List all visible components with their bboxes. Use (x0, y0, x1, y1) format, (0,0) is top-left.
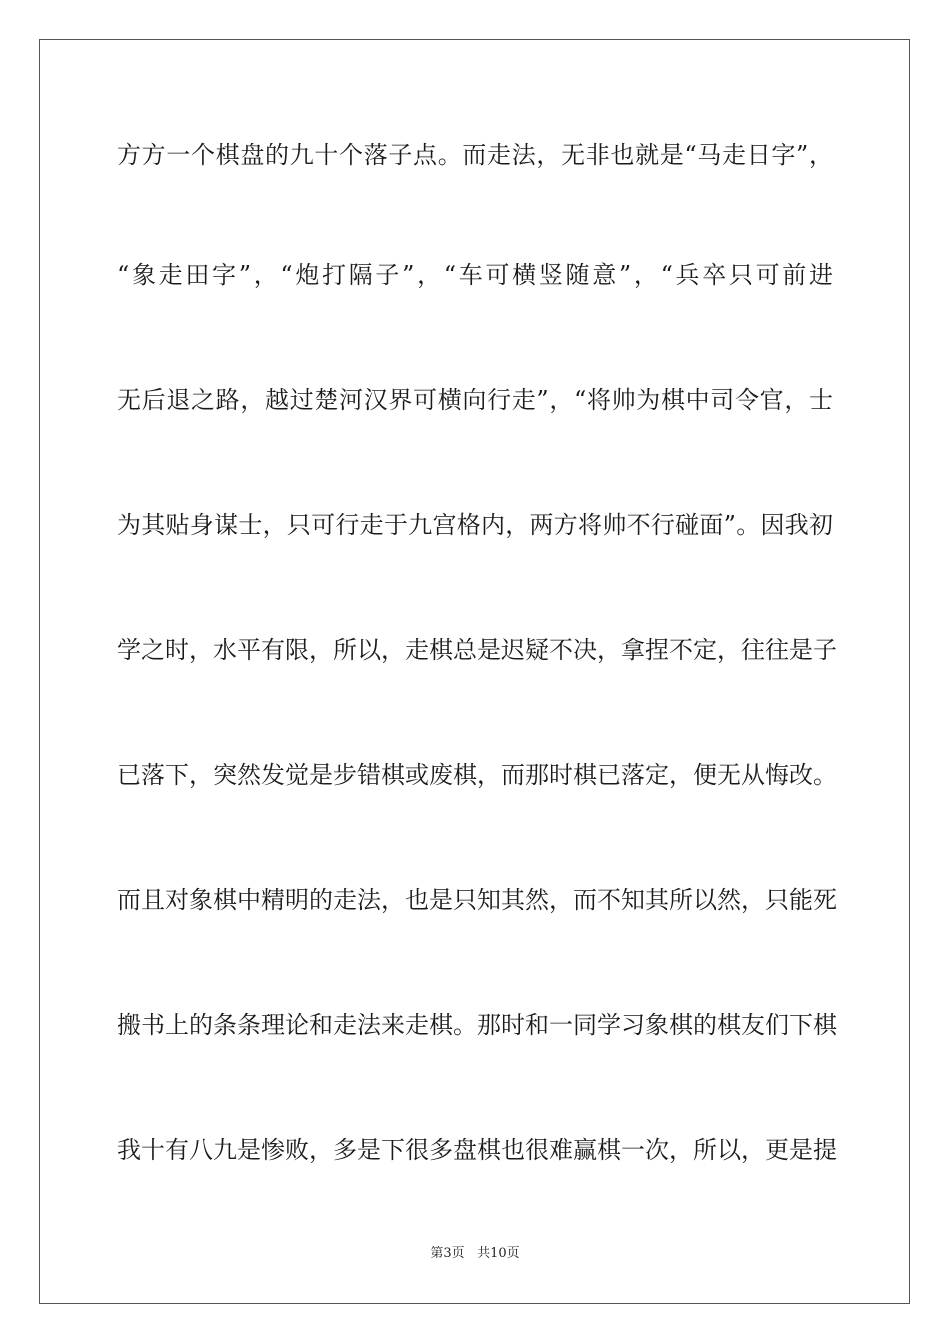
body-line: 学之时，水平有限，所以，走棋总是迟疑不决，拿捏不定，往往是子 (117, 636, 837, 664)
body-line: 为其贴身谋士，只可行走于九宫格内，两方将帅不行碰面”。因我初 (117, 511, 833, 539)
body-line: 而且对象棋中精明的走法，也是只知其然，而不知其所以然，只能死 (117, 886, 837, 914)
body-line: “象走田字”，“炮打隔子”，“车可横竖随意”，“兵卒只可前进 (117, 261, 833, 289)
body-line: 已落下，突然发觉是步错棋或废棋，而那时棋已落定，便无从悔改。 (117, 761, 837, 789)
page-border (39, 39, 910, 1304)
page-footer (0, 1245, 950, 1263)
body-line: 搬书上的条条理论和走法来走棋。那时和一同学习象棋的棋友们下棋 (117, 1011, 837, 1039)
body-line: 方方一个棋盘的九十个落子点。而走法，无非也就是“马走日字”， (117, 141, 833, 169)
body-line: 无后退之路，越过楚河汉界可横向行走”，“将帅为棋中司令官，士 (117, 386, 833, 414)
page-number: 第3页 (430, 1246, 465, 1261)
page-total: 共10页 (477, 1246, 520, 1261)
body-line: 我十有八九是惨败，多是下很多盘棋也很难赢棋一次，所以，更是提 (117, 1136, 837, 1164)
